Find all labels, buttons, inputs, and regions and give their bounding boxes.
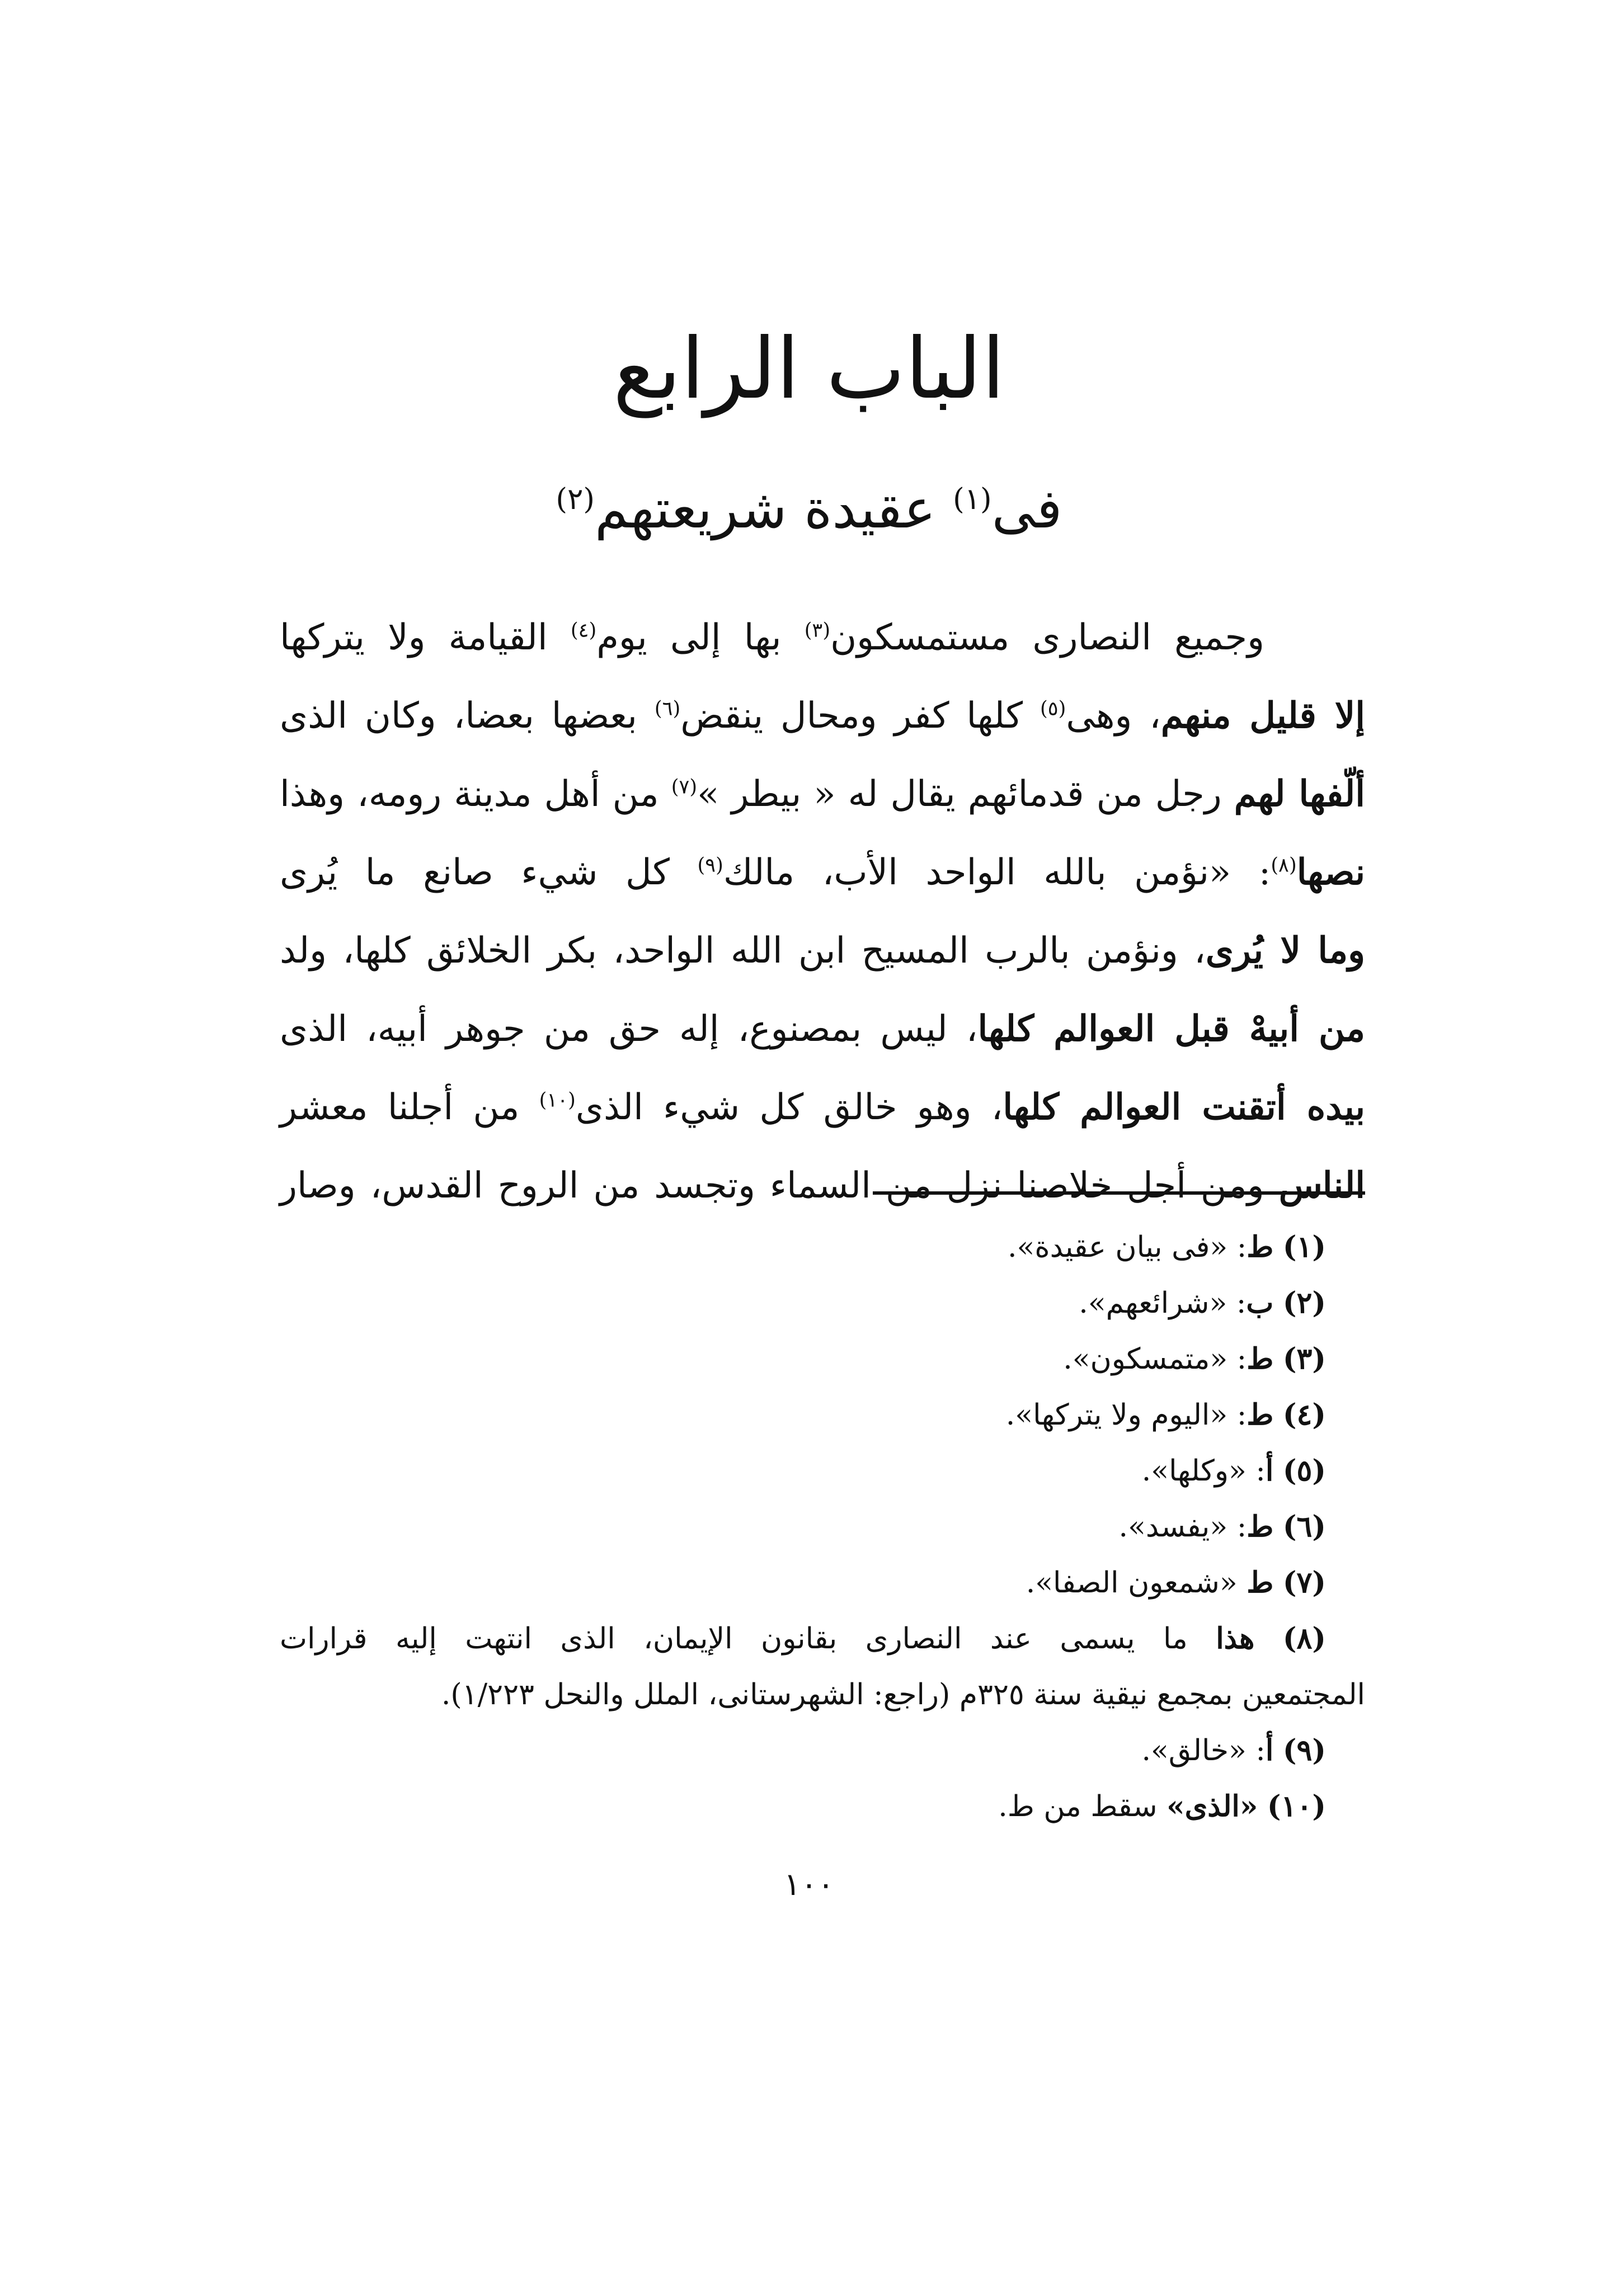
footnote-item: (٨) هذا ما يسمى عند النصارى بقانون الإيمان، الذى انتهت إليه قرارات: [280, 1621, 1326, 1656]
body-line-5: وما لا يُرى، ونؤمن بالرب المسيح ابن الله الواحد، بكر الخلائق كلها، ولد: [280, 930, 1366, 972]
footnote-ref[interactable]: (٢): [556, 482, 595, 516]
footnote-item: (٧) ط «شمعون الصفا».: [1026, 1566, 1326, 1600]
footnote-item: (٦) ط: «يفسد».: [1118, 1510, 1326, 1544]
footnote-ref[interactable]: (١٠): [539, 1088, 576, 1112]
body-line-3: ألّفها لهم رجل من قدمائهم يقال له « بيطر »$^{(٧)}$ من أهل مدينة رومه، وهذا: [280, 773, 1366, 815]
section-title-main: عقيدة شريعتهم: [595, 478, 953, 540]
footnote-item: (١٠) «الذى» سقط من ط.: [998, 1789, 1326, 1823]
footnote-ref[interactable]: (٣): [804, 619, 831, 642]
footnote-ref[interactable]: (٧): [671, 775, 698, 799]
footnote-item: (١) ط: «فى بيان عقيدة».: [1007, 1230, 1326, 1264]
footnote-ref[interactable]: (٦): [654, 697, 681, 720]
chapter-title: الباب الرابع: [613, 320, 1005, 418]
body-line-7: بيده أتقنت العوالم كلها، وهو خالق كل شيء الذى$^{(١٠)}$ من أجلنا معشر: [280, 1086, 1366, 1128]
footnote-continuation: المجتمعين بمجمع نيقية سنة ٣٢٥م (راجع: الشهرستانى، الملل والنحل ١/٢٢٣).: [441, 1678, 1365, 1712]
body-line-1: وجميع النصارى مستمسكون$^{(٣)}$ بها إلى يوم$^{(٤)}$ القيامة ولا يتركها: [280, 617, 1265, 658]
footnote-ref[interactable]: (١): [953, 482, 992, 516]
footnotes-list: [280, 1219, 1365, 1835]
body-line-6: من أبيهْ قبل العوالم كلها، ليس بمصنوع، إله حق من جوهر أبيه، الذى: [280, 1008, 1366, 1050]
footnote-divider: [873, 1191, 1365, 1195]
page-number: ١٠٠: [783, 1866, 835, 1903]
footnote-item: (٢) ب: «شرائعهم».: [1079, 1286, 1326, 1320]
body-line-2: إلا قليل منهم، وهى$^{(٥)}$ كلها كفر ومحال ينقض$^{(٦)}$ بعضها بعضا، وكان الذى: [280, 695, 1366, 737]
body-paragraph: [280, 598, 1365, 1225]
footnote-ref[interactable]: (٥): [1040, 697, 1066, 720]
body-line-4: نصها$^{(٨)}$: «نؤمن بالله الواحد الأب، مالك$^{(٩)}$ كل شيء صانع ما يُرى: [280, 851, 1365, 893]
section-title-prefix: فى: [991, 478, 1062, 540]
footnote-item: (٩) أ: «خالق».: [1141, 1733, 1326, 1767]
footnote-ref[interactable]: (٨): [1271, 854, 1297, 877]
section-title: [0, 470, 1618, 548]
body-line-8: الناس ومن أجل خلاصنا نزل من السماء وتجسد من الروح القدس، وصار: [280, 1164, 1365, 1206]
footnote-item: (٣) ط: «متمسكون».: [1063, 1342, 1326, 1376]
footnote-item: (٤) ط: «اليوم ولا يتركها».: [1005, 1398, 1326, 1432]
footnote-ref[interactable]: (٤): [570, 619, 597, 642]
footnote-ref[interactable]: (٩): [697, 854, 723, 877]
footnote-item: (٥) أ: «وكلها».: [1141, 1454, 1326, 1488]
